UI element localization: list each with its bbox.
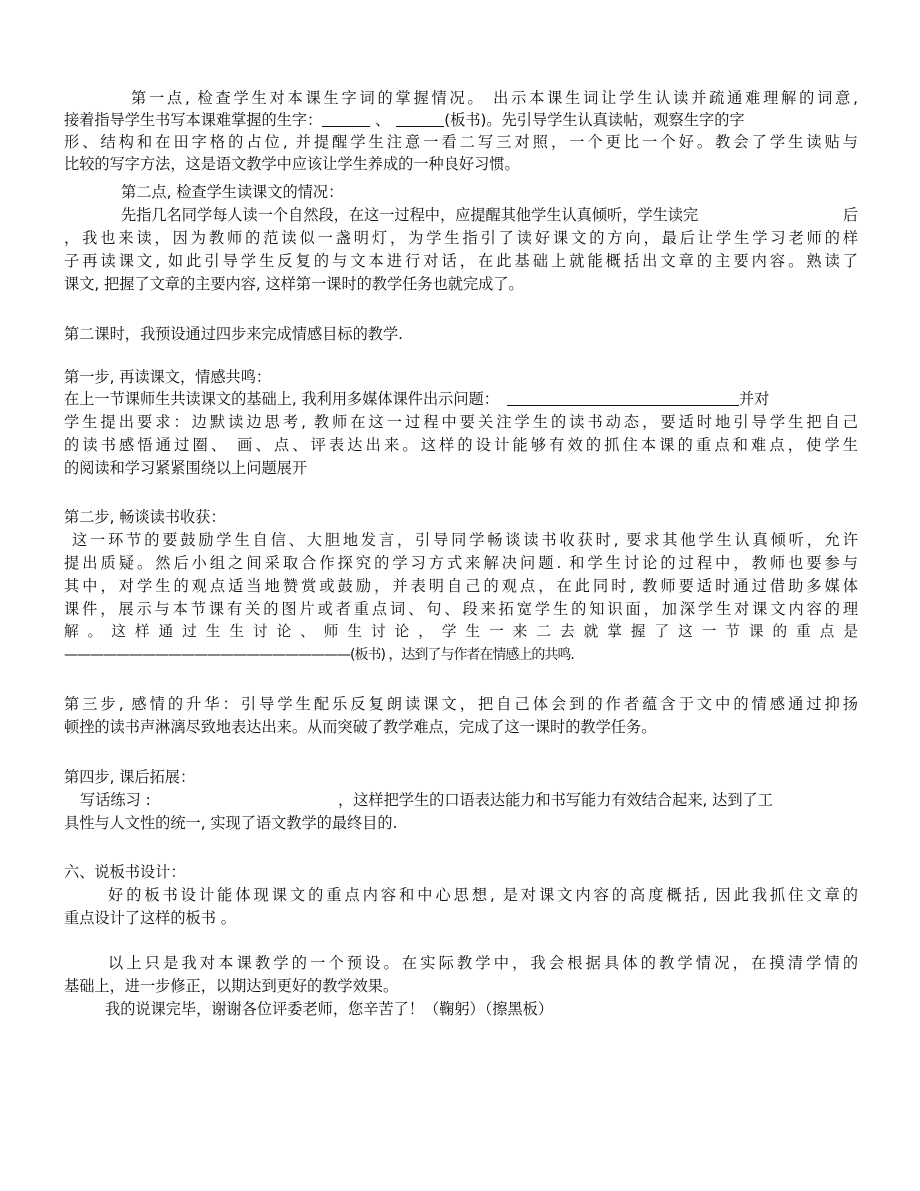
paragraph-line: 的读书感悟通过圈、 画、点、评表达出来。这样的设计能够有效的抓住本课的重点和难点，使学生 [64,436,858,454]
paragraph-line: 比较的写字方法，这是语文教学中应该让学生养成的一种良好习惯。 [64,155,520,173]
text-segment: 后 [842,206,858,224]
text-segment: 并对 [738,390,770,408]
step-heading: 第一步, 再读课文，情感共鸣： [64,368,272,386]
section-heading: 第二课时，我预设通过四步来完成情感目标的教学. [64,325,403,343]
section-heading: 第二点, 检查学生读课文的情况： [121,183,344,201]
fill-in-blank [396,112,444,127]
paragraph-line: 课件，展示与本节课有关的图片或者重点词、句、段来拓宽学生的知识面，加深学生对课文内容的理 [64,600,858,618]
paragraph-line: 这一环节的要鼓励学生自信、大胆地发言，引导同学畅谈读书收获时, 要求其他学生认真倾听，允许 [72,531,858,549]
section-heading: 六、说板书设计： [64,863,186,881]
text-segment: 接着指导学生书写本课难掌握的生字： [64,111,323,129]
paragraph-line: ——————————————————————(板书) ，达到了与作者在情感上的共鸣. [64,647,574,663]
paragraph-line: 提出质疑。然后小组之间采取合作探究的学习方式来解决问题. 和学生讨论的过程中，教师也要参与 [64,554,858,572]
fill-in-blank [507,391,739,406]
step-heading: 第二步, 畅谈读书收获： [64,508,226,526]
paragraph-line: 其中，对学生的观点适当地赞赏或鼓励，并表明自己的观点，在此同时, 教师要适时通过借助多媒体 [64,577,858,595]
paragraph-line [80,789,858,811]
paragraph-line: 第三步, 感情的升华：引导学生配乐反复朗读课文，把自己体会到的作者蕴含于文中的情感通过抑扬 [64,695,858,713]
paragraph-line: 学生提出要求：边默读边思考, 教师在这一过程中要关注学生的读书动态，要适时地引导学生把自己 [64,413,858,431]
paragraph-line [64,388,858,410]
text-segment: ，这样把学生的口语表达能力和书写能力有效结合起来, 达到了工 [338,791,773,809]
paragraph-line: 形、结构和在田字格的占位, 并提醒学生注意一看二写三对照，一个更比一个好。教会了学生读贴与 [64,133,858,151]
paragraph-line: ，我也来读，因为教师的范读似一盏明灯，为学生指引了读好课文的方向，最后让学生学习老师的样 [64,229,858,247]
closing-line: 我的说课完毕，谢谢各位评委老师，您辛苦了！（鞠躬）（擦黑板） [105,1000,554,1018]
paragraph-line: 以上只是我对本课教学的一个预设。在实际教学中，我会根据具体的教学情况，在摸清学情的 [108,954,858,972]
fill-in-blank [322,112,370,127]
text-segment: (板书)。先引导学生认真读帖，观察生字的字 [444,111,745,129]
paragraph-line [64,109,858,131]
paragraph-line [121,204,858,226]
paragraph-line: 第一点, 检查学生对本课生字词的掌握情况。 出示本课生词让学生认读并疏通难理解的词意, [131,89,858,107]
paragraph-line: 课文, 把握了文章的主要内容, 这样第一课时的教学任务也就完成了。 [64,275,524,293]
paragraph-line: 基础上，进一步修正，以期达到更好的教学效果。 [64,977,399,995]
text-segment: 、 [375,111,391,129]
paragraph-line: 顿挫的读书声淋漓尽致地表达出来。从而突破了教学难点，完成了这一课时的教学任务。 [64,718,657,736]
text-segment: 先指几名同学每人读一个自然段，在这一过程中，应提醒其他学生认真倾听，学生读完 [121,206,699,224]
text-segment: 在上一节课师生共读课文的基础上, 我利用多媒体课件出示问题： [64,390,499,408]
text-segment: 写话练习 : [80,791,151,809]
paragraph-line: 的阅读和学习紧紧围绕以上问题展开 [64,459,307,477]
paragraph-line: 子再读课文, 如此引导学生反复的与文本进行对话，在此基础上就能概括出文章的主要内容。熟读了 [64,252,858,270]
paragraph-line: 好的板书设计能体现课文的重点内容和中心思想, 是对课文内容的高度概括, 因此我抓住文章的 [108,886,858,904]
paragraph-line: 具性与人文性的统一, 实现了语文教学的最终目的. [64,814,398,832]
step-heading: 第四步, 课后拓展： [64,768,196,786]
paragraph-line: 重点设计了这样的板书 。 [64,909,236,927]
paragraph-line: 解 。 这 样 通 过 生 生 讨 论 、 师 生 讨 论 ， 学 生 一 来 二 去 就 掌 握 了 这 一 节 课 的 重 点 是 [64,623,858,640]
